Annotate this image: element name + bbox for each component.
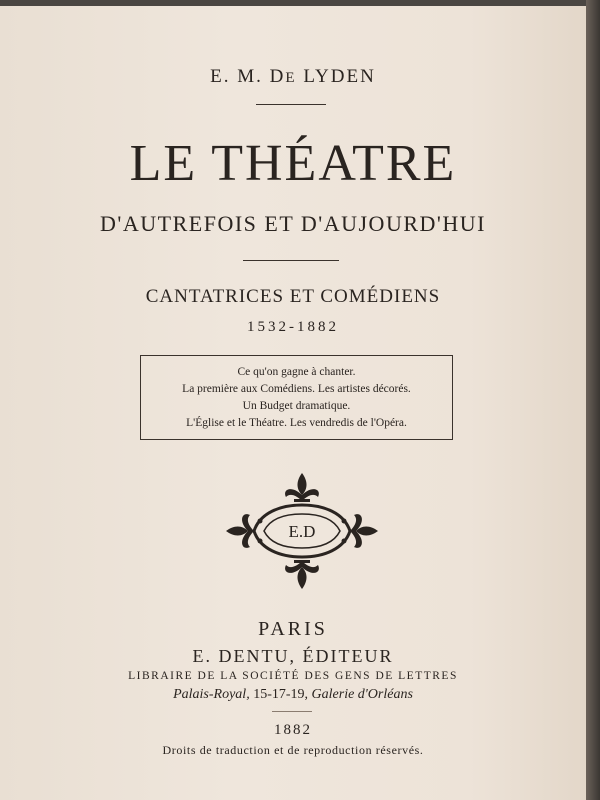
author-rule [256,104,326,105]
author-particle: E [285,70,297,86]
book-title: LE THÉATRE [129,135,457,192]
book-spine-edge [586,0,600,800]
emblem-monogram: E.D [288,522,316,541]
subtitle-rule [243,260,339,261]
address-galerie: Galerie d'Orléans [311,687,413,702]
address-palais: Palais-Royal, [173,687,250,702]
imprint-city: PARIS [258,618,328,640]
publisher-emblem [224,469,380,593]
rights-notice: Droits de traduction et de reproduction réservés. [162,743,424,757]
contents-line: Un Budget dramatique. [242,400,351,412]
contents-line: Ce qu'on gagne à chanter. [237,366,356,378]
contents-box [140,355,453,440]
address-numbers: 15-17-19, [249,687,312,702]
author-name [0,66,586,88]
imprint-address [0,687,586,703]
author-surname: LYDEN [303,66,376,87]
author-initials: E. M. D [210,66,286,87]
imprint-libraire: LIBRAIRE DE LA SOCIÉTÉ DES GENS DE LETTRES [128,670,458,682]
contents-line: L'Église et le Théatre. Les vendredis de l'Opéra. [186,417,407,429]
imprint-year: 1882 [274,722,312,738]
title-page [0,6,586,800]
years-range: 1532-1882 [247,319,339,335]
book-subtitle: D'AUTREFOIS ET D'AUJOURD'HUI [100,211,486,236]
contents-line: La première aux Comédiens. Les artistes décorés. [182,383,411,395]
section-title: CANTATRICES ET COMÉDIENS [145,286,441,307]
imprint-publisher: E. DENTU, ÉDITEUR [192,646,394,666]
imprint-rule [272,711,312,712]
